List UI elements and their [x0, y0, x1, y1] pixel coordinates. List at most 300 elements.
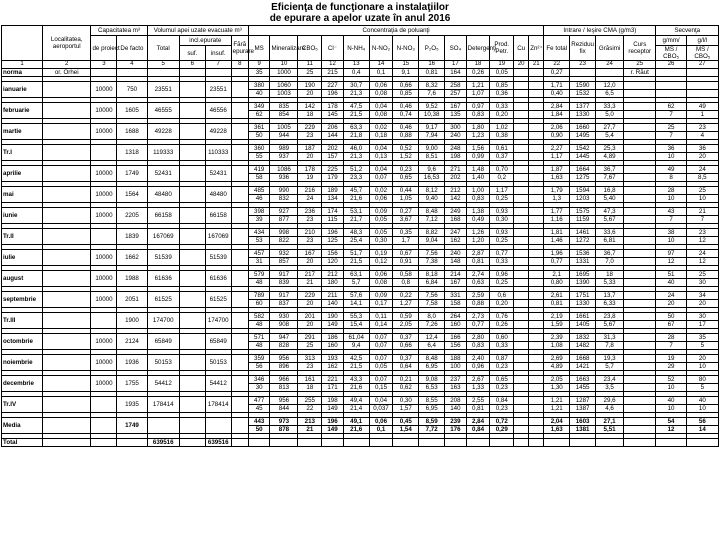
cell-value: 0,36 — [490, 90, 514, 98]
cell-value: 1,87 — [544, 166, 570, 174]
cell-value: 229 — [298, 292, 322, 300]
cell-value: 0,05 — [369, 216, 393, 224]
table-row — [2, 250, 719, 258]
cell-insuff — [205, 418, 231, 434]
cell-value: 1331 — [570, 258, 596, 266]
cell-locality — [42, 376, 91, 392]
cell-value: 1,80 — [466, 124, 490, 132]
cell-value: 35 — [686, 334, 718, 342]
cell-value — [514, 145, 529, 153]
cell-value: 7,0 — [596, 258, 624, 266]
cell-value: 51,2 — [343, 166, 369, 174]
cell-value: 0,09 — [369, 292, 393, 300]
cell-value — [514, 397, 529, 405]
cell-value: 198 — [322, 397, 344, 405]
cell-value: 0,26 — [490, 321, 514, 329]
cell-value: 188 — [445, 355, 467, 363]
cell-value: 0,76 — [490, 313, 514, 321]
column-number-row — [2, 61, 719, 69]
cell-value: 1445 — [570, 153, 596, 161]
cell-volume: 639516 — [147, 439, 179, 447]
cell-value: 8,18 — [419, 271, 445, 279]
title-line-1: Eficienţa de funcţionare a instalaţiilor — [271, 2, 449, 13]
cell-value — [529, 145, 544, 153]
cell-value: 359 — [248, 355, 270, 363]
cell-value: 47,5 — [343, 103, 369, 111]
cell-value: 23,4 — [596, 376, 624, 384]
cell-no-treat — [231, 376, 248, 392]
row-label: Media — [2, 418, 43, 434]
cell-value: 1330 — [570, 111, 596, 119]
cell-locality — [42, 418, 91, 434]
cell-value: 54 — [656, 418, 686, 426]
table-row — [2, 229, 719, 237]
cell-value: 18 — [298, 384, 322, 392]
cell-no-treat — [231, 397, 248, 413]
cell-value — [529, 321, 544, 329]
cell-value: 39 — [248, 216, 270, 224]
cell-value: 937 — [270, 153, 298, 161]
cell-value: 1,17 — [490, 187, 514, 195]
cell-no-treat — [231, 334, 248, 350]
cell-value: 1542 — [570, 145, 596, 153]
cell-locality — [42, 145, 91, 161]
cell-value: 0,23 — [490, 405, 514, 413]
cell-value: 0,84 — [466, 426, 490, 434]
cell-value — [529, 355, 544, 363]
cell-value: 5,51 — [596, 426, 624, 434]
cell-value: 40 — [656, 279, 686, 287]
seq-min: MS / CBO₅ — [686, 46, 718, 61]
cell-value: 211 — [322, 292, 344, 300]
cell-value: 1086 — [270, 166, 298, 174]
cell-value — [624, 229, 656, 237]
cell-value: 0,46 — [393, 124, 419, 132]
table-row — [2, 103, 719, 111]
cell-value: 19 — [298, 174, 322, 182]
cell-value: 53 — [248, 237, 270, 245]
cell-value: 48 — [248, 279, 270, 287]
cell-insuff: 61636 — [205, 271, 231, 287]
cell-value — [514, 174, 529, 182]
cell-value — [514, 418, 529, 426]
cell-value: 4,89 — [544, 363, 570, 371]
column-number: 10 — [270, 61, 298, 69]
cell-suff — [179, 334, 205, 350]
cell-value: 0,77 — [544, 258, 570, 266]
cell-value: 20 — [298, 90, 322, 98]
cell-value: 0,37 — [490, 153, 514, 161]
cell-value: 56 — [686, 418, 718, 426]
cell-value: 4 — [686, 132, 718, 140]
cell-empty — [544, 439, 570, 447]
cell-value: 0,07 — [369, 174, 393, 182]
cell-value: 47,3 — [596, 208, 624, 216]
cell-value: 0,09 — [369, 208, 393, 216]
cell-value — [529, 279, 544, 287]
cell-value: 0,96 — [466, 363, 490, 371]
cell-value: 1,71 — [544, 82, 570, 90]
cell-value: 813 — [270, 384, 298, 392]
cell-value — [624, 132, 656, 140]
param-cl: Cl⁻ — [322, 36, 344, 61]
cell-value — [624, 90, 656, 98]
cell-value: 2,59 — [466, 292, 490, 300]
cell-value — [529, 258, 544, 266]
cell-value: 1455 — [570, 384, 596, 392]
cell-value — [624, 174, 656, 182]
cell-value: 0,19 — [369, 250, 393, 258]
cell-value: 0,18 — [369, 132, 393, 140]
cell-value: 35 — [248, 69, 270, 77]
cell-value: 255 — [298, 397, 322, 405]
cell-empty — [514, 439, 529, 447]
cell-value: 7,94 — [419, 132, 445, 140]
cell-value: 40 — [656, 397, 686, 405]
cell-value: 149 — [322, 405, 344, 413]
cell-value: 135 — [445, 111, 467, 119]
cell-value: 206 — [322, 124, 344, 132]
cell-value: 48 — [248, 321, 270, 329]
cell-value: 142 — [445, 195, 467, 203]
cell-locality — [42, 439, 91, 447]
cell-value: 144 — [322, 132, 344, 140]
cell-value: 196 — [322, 418, 344, 426]
cell-value: 51 — [656, 271, 686, 279]
cell-value: 180 — [322, 279, 344, 287]
cell-value: 23 — [298, 363, 322, 371]
column-number: 5 — [147, 61, 179, 69]
cell-no-treat — [231, 208, 248, 224]
cell-value — [514, 187, 529, 195]
cell-value: 0,07 — [369, 355, 393, 363]
cell-value: 225 — [322, 166, 344, 174]
cell-suff — [179, 271, 205, 287]
cell-value: 0,38 — [490, 132, 514, 140]
cell-value: 1575 — [570, 208, 596, 216]
cell-value: 1003 — [270, 90, 298, 98]
cell-capacity — [91, 439, 117, 447]
column-number: 13 — [343, 61, 369, 69]
cell-locality: or. Orhei — [42, 69, 91, 77]
cell-value: 196 — [322, 229, 344, 237]
cell-value: 0,20 — [490, 300, 514, 308]
cell-value: 0,04 — [369, 397, 393, 405]
cell-value: 187 — [298, 145, 322, 153]
cell-no-treat — [231, 229, 248, 245]
cell-value: 0,8 — [393, 279, 419, 287]
cell-value: 249 — [445, 208, 467, 216]
cell-value: 0,72 — [490, 418, 514, 426]
cell-empty — [656, 439, 686, 447]
cell-value: 2,84 — [544, 103, 570, 111]
cell-value: 216 — [298, 187, 322, 195]
cell-suff — [179, 208, 205, 224]
cell-value: 1272 — [570, 237, 596, 245]
cell-value: 877 — [270, 216, 298, 224]
cell-locality — [42, 187, 91, 203]
cell-value — [624, 195, 656, 203]
cell-value: 2,84 — [466, 418, 490, 426]
cell-value: 237 — [445, 376, 467, 384]
cell-value: 8,55 — [419, 397, 445, 405]
cell-value: 2,1 — [544, 271, 570, 279]
cell-value: 164 — [445, 69, 467, 77]
cell-value: 12 — [656, 258, 686, 266]
cell-value — [624, 237, 656, 245]
cell-suff — [179, 166, 205, 182]
cell-value: 0,14 — [369, 321, 393, 329]
cell-value: 0,91 — [393, 258, 419, 266]
param-deterg: Detergenţi — [466, 36, 490, 61]
cell-value: 21,8 — [343, 132, 369, 140]
cell-value — [514, 363, 529, 371]
cell-value: 60 — [248, 300, 270, 308]
cell-value: 33,6 — [596, 229, 624, 237]
cell-value: 239 — [445, 418, 467, 426]
cell-volume: 52431 — [147, 166, 179, 182]
cell-value: 5 — [686, 384, 718, 392]
cell-value — [529, 69, 544, 77]
cell-value: 23 — [686, 229, 718, 237]
cell-value: 8,5 — [686, 174, 718, 182]
column-number: 7 — [205, 61, 231, 69]
cell-value — [686, 69, 718, 77]
cell-volume: 61636 — [147, 271, 179, 287]
cell-value — [514, 271, 529, 279]
cell-value: 176 — [445, 426, 467, 434]
column-number: 3 — [91, 61, 117, 69]
cell-value: 0,74 — [393, 111, 419, 119]
cell-value: 42,5 — [343, 355, 369, 363]
cell-value: 0,60 — [490, 334, 514, 342]
cell-value: 16,53 — [419, 174, 445, 182]
cell-value — [529, 187, 544, 195]
cell-value: 34 — [686, 292, 718, 300]
cell-value: 917 — [270, 271, 298, 279]
cell-value: 21 — [686, 208, 718, 216]
cell-value: 0,46 — [393, 103, 419, 111]
cell-value: 0,04 — [369, 103, 393, 111]
column-number: 1 — [2, 61, 43, 69]
cell-value — [529, 292, 544, 300]
cell-value: 0,67 — [393, 250, 419, 258]
cell-value: 43,3 — [343, 376, 369, 384]
cell-value: 0,90 — [544, 132, 570, 140]
cell-value — [514, 321, 529, 329]
row-label: decembrie — [2, 376, 43, 392]
cell-value: 214 — [445, 271, 467, 279]
cell-value: 23,3 — [343, 174, 369, 182]
cell-empty — [624, 439, 656, 447]
cell-value: 927 — [270, 208, 298, 216]
cell-value: 1668 — [570, 355, 596, 363]
cell-value: 1536 — [570, 250, 596, 258]
cell-value: 1664 — [570, 166, 596, 174]
cell-fact: 1688 — [117, 124, 147, 140]
cell-locality — [42, 292, 91, 308]
cell-value: 0,6 — [490, 292, 514, 300]
cell-value: 1,7 — [393, 237, 419, 245]
cell-suff — [179, 376, 205, 392]
param-petr: Prod. Petr. — [490, 36, 514, 61]
cell-value: 5,7 — [596, 363, 624, 371]
cell-value: 1461 — [570, 229, 596, 237]
cell-value — [514, 124, 529, 132]
cell-value — [529, 363, 544, 371]
seq-mass: MS / CBO₅ — [656, 46, 686, 61]
cell-value: 0,1 — [369, 426, 393, 434]
cell-value: 989 — [270, 145, 298, 153]
cell-value — [529, 90, 544, 98]
row-label: aprilie — [2, 166, 43, 182]
cell-value: 0,33 — [490, 258, 514, 266]
cell-value: 6,81 — [596, 237, 624, 245]
cell-value: 0,23 — [393, 166, 419, 174]
cell-insuff: 50153 — [205, 355, 231, 371]
cell-value: 5,7 — [343, 279, 369, 287]
cell-value: 12 — [656, 426, 686, 434]
cell-value: 25 — [686, 187, 718, 195]
cell-value: 6,33 — [596, 300, 624, 308]
cell-value — [514, 405, 529, 413]
cell-value: 1,46 — [544, 237, 570, 245]
cell-capacity: 10000 — [91, 334, 117, 350]
cell-empty — [596, 439, 624, 447]
cell-value: 20 — [298, 258, 322, 266]
cell-value: 8,82 — [419, 229, 445, 237]
cell-value: 240 — [445, 250, 467, 258]
param-nnh4: N-NH₄ — [343, 36, 369, 61]
column-number: 15 — [393, 61, 419, 69]
cell-empty — [490, 439, 514, 447]
cell-value: 21,5 — [343, 111, 369, 119]
cell-value — [624, 300, 656, 308]
cell-value: 0,05 — [490, 69, 514, 77]
cell-value: 257 — [445, 90, 467, 98]
cell-value: 166 — [445, 334, 467, 342]
cell-value: 5,67 — [596, 321, 624, 329]
cell-value: 271 — [445, 166, 467, 174]
column-number: 20 — [514, 61, 529, 69]
cell-value — [624, 405, 656, 413]
cell-value: 178 — [322, 103, 344, 111]
table-row — [2, 355, 719, 363]
cell-volume: 65849 — [147, 334, 179, 350]
cell-empty — [466, 439, 490, 447]
cell-value: 0,17 — [369, 300, 393, 308]
row-label: octombrie — [2, 334, 43, 350]
cell-value: 1,02 — [490, 124, 514, 132]
cell-value: 97 — [656, 250, 686, 258]
cell-capacity: 10000 — [91, 376, 117, 392]
cell-capacity: 10000 — [91, 271, 117, 287]
cell-value — [529, 166, 544, 174]
cell-value: 10 — [656, 237, 686, 245]
param-nno3: N-NO₃ — [393, 36, 419, 61]
table-body — [2, 69, 719, 447]
cell-value — [529, 124, 544, 132]
cell-value: 844 — [270, 405, 298, 413]
cell-locality — [42, 397, 91, 413]
cell-value: 0,93 — [490, 229, 514, 237]
cell-value: 822 — [270, 237, 298, 245]
col-capacity: Capacitatea m³ — [91, 26, 147, 36]
cell-value: 10 — [686, 363, 718, 371]
cell-value: 229 — [298, 124, 322, 132]
cell-value: 0,87 — [490, 355, 514, 363]
cell-value — [624, 342, 656, 350]
column-number: 11 — [298, 61, 322, 69]
cell-value: 51,7 — [343, 250, 369, 258]
cell-value: 1390 — [570, 279, 596, 287]
cell-value: 36,7 — [596, 250, 624, 258]
cell-value: 0,83 — [466, 195, 490, 203]
cell-insuff: 167069 — [205, 229, 231, 245]
cell-value: 55,3 — [343, 313, 369, 321]
param-ms: MS — [248, 36, 270, 61]
cell-value: 25 — [298, 69, 322, 77]
cell-value — [529, 174, 544, 182]
cell-value: 0,15 — [369, 384, 393, 392]
cell-value: 0,07 — [369, 376, 393, 384]
cell-value: 0,81 — [419, 69, 445, 77]
column-number: 19 — [490, 61, 514, 69]
cell-value: 0,81 — [544, 300, 570, 308]
column-number: 12 — [322, 61, 344, 69]
cell-empty — [248, 439, 270, 447]
cell-value: 0,96 — [490, 271, 514, 279]
cell-value: 7 — [686, 216, 718, 224]
cell-value: 20 — [298, 153, 322, 161]
cell-volume: 61525 — [147, 292, 179, 308]
cell-insuff: 54412 — [205, 376, 231, 392]
cell-value: 1159 — [570, 216, 596, 224]
cell-value: 1,56 — [466, 145, 490, 153]
table-row — [2, 376, 719, 384]
cell-value: 23 — [298, 216, 322, 224]
cell-value: 1,26 — [466, 229, 490, 237]
column-number: 17 — [445, 61, 467, 69]
cell-value: 1,30 — [544, 384, 570, 392]
cell-value: 160 — [445, 321, 467, 329]
cell-value: 36 — [656, 145, 686, 153]
cell-value — [514, 355, 529, 363]
cell-value: 7,72 — [419, 426, 445, 434]
cell-value: 29,6 — [596, 397, 624, 405]
cell-value: 5,40 — [596, 195, 624, 203]
cell-value: 186 — [322, 334, 344, 342]
col-concentration: Concentraţia de poluanţi — [248, 26, 543, 36]
cell-capacity: 10000 — [91, 292, 117, 308]
cell-suff — [179, 355, 205, 371]
cell-value: 21,7 — [343, 216, 369, 224]
cell-value: 0,81 — [466, 405, 490, 413]
cell-value: 0,20 — [490, 111, 514, 119]
cell-value: 15,4 — [343, 321, 369, 329]
cell-capacity: 10000 — [91, 187, 117, 203]
cell-value — [529, 132, 544, 140]
cell-volume: 178414 — [147, 397, 179, 413]
cell-value: 38 — [656, 229, 686, 237]
cell-value: 0,63 — [466, 279, 490, 287]
cell-value: 9,17 — [419, 124, 445, 132]
column-number: 24 — [596, 61, 624, 69]
cell-value: 58 — [248, 174, 270, 182]
cell-value: 0,37 — [393, 334, 419, 342]
cell-value: 1275 — [570, 174, 596, 182]
cell-value: 0,08 — [369, 90, 393, 98]
